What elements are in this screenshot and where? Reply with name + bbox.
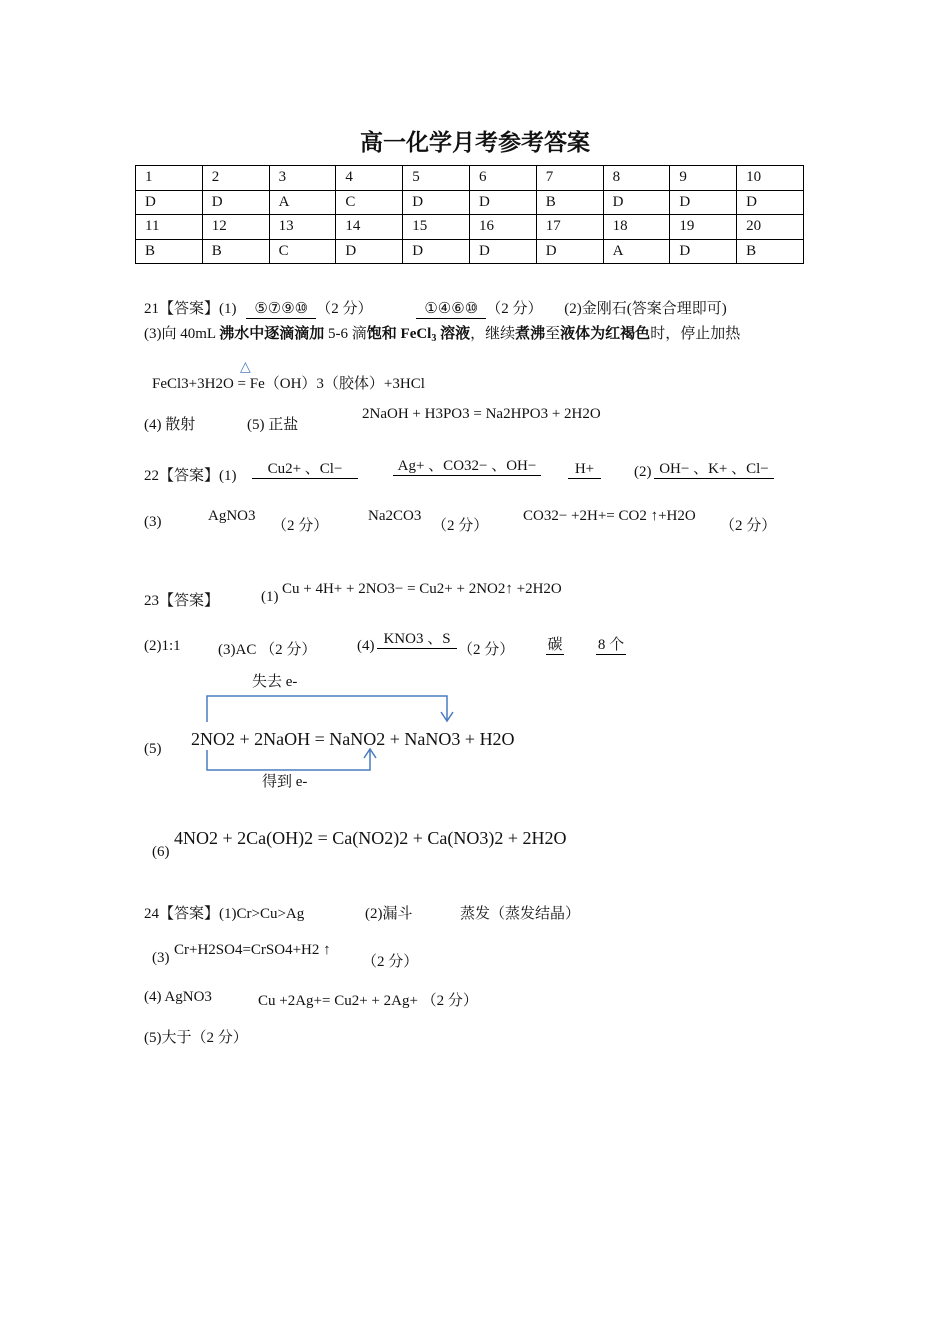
q21-answer-2: ①④⑥⑩: [416, 300, 486, 319]
q22-answer-3-wrap: [568, 460, 601, 479]
q24-part4: (4) AgNO3: [144, 989, 212, 1005]
q23-part4-answer: KNO3 、S: [377, 630, 457, 649]
answer-table: [135, 165, 804, 264]
q24-part2: (2)漏斗: [365, 906, 413, 922]
q21-answer-1: ⑤⑦⑨⑩: [246, 300, 316, 319]
lose-arrow: [207, 696, 447, 722]
table-cell: 3: [269, 166, 336, 191]
q23-part5-label: (5): [144, 741, 162, 757]
q21-eq-right: = Fe（OH）3（胶体）+3HCl: [237, 376, 425, 392]
q23-count: 8 个: [597, 637, 625, 653]
gain-arrow: [207, 750, 370, 770]
table-cell: 20: [737, 215, 804, 240]
q21-p3-bold: 溶液: [436, 326, 471, 342]
q22-answer-3: H+: [568, 460, 601, 479]
table-cell: 2: [202, 166, 269, 191]
table-cell: D: [403, 239, 470, 264]
table-cell: 11: [136, 215, 203, 240]
table-row: [136, 166, 804, 191]
q24-equation-3: Cr+H2SO4=CrSO4+H2 ↑: [174, 942, 331, 958]
table-cell: 8: [603, 166, 670, 191]
q23-carbon-wrap: [546, 636, 564, 655]
q22-answer-2-wrap: [393, 457, 541, 476]
q22-b2: Na2CO3: [368, 508, 422, 524]
table-cell: 19: [670, 215, 737, 240]
q23-carbon: 碳: [547, 637, 563, 653]
table-cell: 13: [269, 215, 336, 240]
q21-p3-bold: 煮沸: [515, 326, 546, 342]
q22-head: 22【答案】(1): [144, 468, 237, 484]
table-cell: 14: [336, 215, 403, 240]
q22-answer-2: Ag+ 、CO32− 、OH−: [393, 457, 541, 476]
q23-equation-6: 4NO2 + 2Ca(OH)2 = Ca(NO2)2 + Ca(NO3)2 + 2H2O: [174, 828, 567, 848]
table-cell: C: [336, 190, 403, 215]
q22-b3-score: （2 分）: [720, 518, 777, 534]
q24-part3-score: （2 分）: [362, 954, 419, 970]
q21-p3-text: 至: [545, 326, 561, 342]
table-cell: D: [403, 190, 470, 215]
q23-equation-5: 2NO2 + 2NaOH = NaNO2 + NaNO3 + H2O: [191, 729, 515, 749]
electron-gain-label: 得到 e-: [262, 774, 308, 790]
q21-equation-5: 2NaOH + H3PO3 = Na2HPO3 + 2H2O: [362, 406, 601, 422]
q21-p3-text: ，继续: [470, 326, 516, 342]
table-cell: 12: [202, 215, 269, 240]
q21-part5: (5) 正盐: [247, 417, 299, 433]
table-cell: B: [136, 239, 203, 264]
q21-p3-bold: 液体为红褐色: [560, 326, 651, 342]
table-cell: D: [469, 239, 536, 264]
table-cell: C: [269, 239, 336, 264]
q21-score-2: （2 分）: [486, 301, 543, 317]
q21-line1: [144, 297, 727, 319]
q23-part4-label: (4): [357, 638, 375, 654]
table-cell: 15: [403, 215, 470, 240]
q21-eq-left: FeCl3+3H2O: [152, 376, 234, 392]
table-cell: D: [336, 239, 403, 264]
table-cell: 16: [469, 215, 536, 240]
q22-part2-label: (2): [634, 464, 652, 480]
table-cell: B: [536, 190, 603, 215]
q24-part3-label: (3): [152, 950, 170, 966]
table-row: [136, 215, 804, 240]
q22-answer-4-wrap: [654, 460, 774, 479]
table-cell: B: [737, 239, 804, 264]
q21-p3-sub: 3: [431, 333, 437, 344]
table-cell: D: [670, 239, 737, 264]
table-cell: 9: [670, 166, 737, 191]
table-cell: 6: [469, 166, 536, 191]
q21-p3-text: (3)向 40mL: [144, 326, 220, 342]
q23-equation-1: Cu + 4H+ + 2NO3− = Cu2+ + 2NO2↑ +2H2O: [282, 581, 562, 597]
q22-part3-label: (3): [144, 514, 162, 530]
q21-head: 21【答案】(1): [144, 301, 237, 317]
q21-p3-bold: 饱和 FeCl: [366, 326, 432, 342]
table-cell: D: [603, 190, 670, 215]
q21-part3: [144, 322, 740, 344]
q23-part1-label: (1): [261, 589, 279, 605]
q21-p3-bold: 沸水中逐滴滴加: [219, 326, 325, 342]
electron-lose-label: 失去 e-: [252, 674, 298, 690]
q23-head: 23【答案】: [144, 593, 220, 609]
q24-part1: 24【答案】(1)Cr>Cu>Ag: [144, 906, 305, 922]
q22-b3: CO32− +2H+= CO2 ↑+H2O: [523, 508, 696, 524]
table-cell: A: [269, 190, 336, 215]
table-cell: 4: [336, 166, 403, 191]
heat-triangle-icon: △: [240, 360, 251, 375]
table-cell: 5: [403, 166, 470, 191]
q23-part2: (2)1:1: [144, 638, 181, 654]
q23-part4-score: （2 分）: [458, 642, 515, 658]
table-row: [136, 239, 804, 264]
q22-b2-score: （2 分）: [432, 518, 489, 534]
q21-p3-text: 5-6 滴: [324, 326, 367, 342]
table-cell: D: [136, 190, 203, 215]
table-cell: B: [202, 239, 269, 264]
q23-part6-label: (6): [152, 844, 170, 860]
table-cell: A: [603, 239, 670, 264]
table-cell: 7: [536, 166, 603, 191]
table-cell: 1: [136, 166, 203, 191]
q24-part2b: 蒸发（蒸发结晶）: [460, 906, 581, 922]
q21-equation-1: [152, 372, 425, 393]
table-cell: 18: [603, 215, 670, 240]
table-row: [136, 190, 804, 215]
q22-b1: AgNO3: [208, 508, 256, 524]
table-cell: D: [202, 190, 269, 215]
table-cell: 17: [536, 215, 603, 240]
table-cell: D: [670, 190, 737, 215]
q22-answer-4: OH− 、K+ 、Cl−: [654, 460, 774, 479]
q23-part4-answer-wrap: [377, 630, 457, 649]
q24-part4-equation: Cu +2Ag+= Cu2+ + 2Ag+ （2 分）: [258, 993, 478, 1009]
table-cell: D: [536, 239, 603, 264]
q23-part3: (3)AC （2 分）: [218, 642, 317, 658]
q22-answer-1: Cu2+ 、Cl−: [252, 460, 358, 479]
q21-part2: (2)金刚石(答案合理即可): [564, 301, 727, 317]
table-cell: D: [469, 190, 536, 215]
q24-part5: (5)大于（2 分）: [144, 1030, 248, 1046]
q23-count-wrap: [596, 636, 626, 655]
q21-score-1: （2 分）: [316, 301, 373, 317]
table-cell: 10: [737, 166, 804, 191]
q22-b1-score: （2 分）: [272, 518, 329, 534]
page-title: 高一化学月考参考答案: [360, 130, 590, 156]
table-cell: D: [737, 190, 804, 215]
q21-part4: (4) 散射: [144, 417, 196, 433]
q22-answer-1-wrap: [252, 460, 358, 479]
q21-p3-text: 时，停止加热: [650, 326, 741, 342]
